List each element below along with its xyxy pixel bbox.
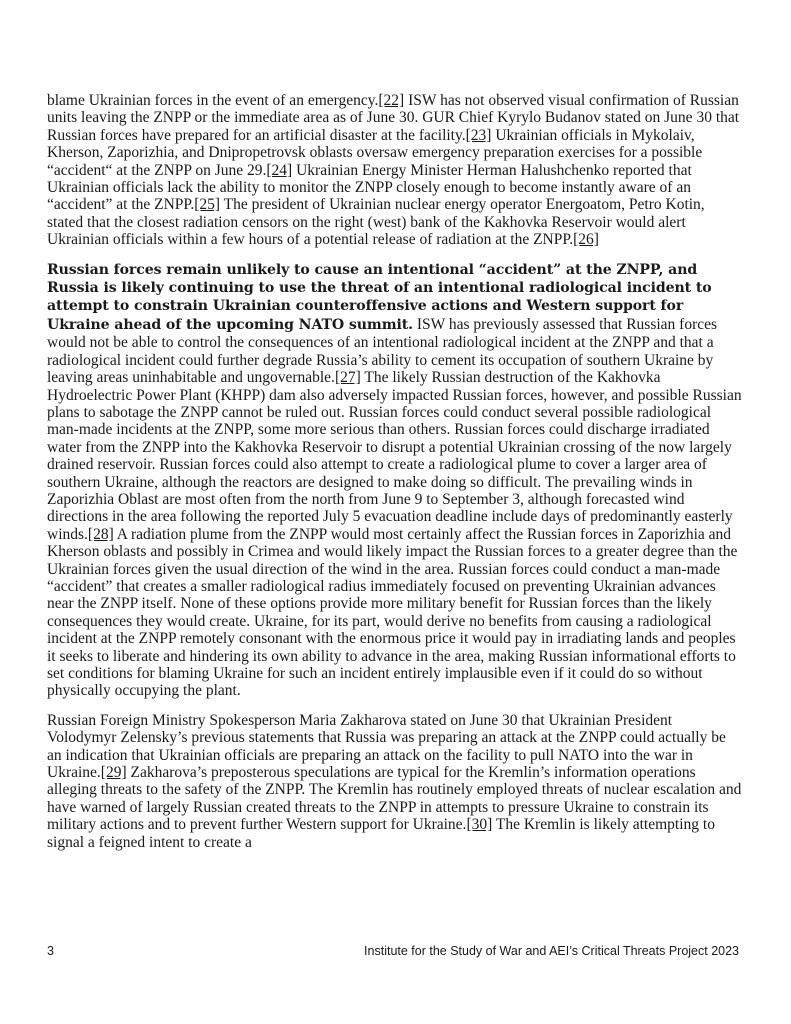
page-footer <box>47 944 739 962</box>
footnote-link[interactable]: [25] <box>194 196 221 214</box>
page-number: 3 <box>47 944 54 958</box>
text-run: ISW has not observed visual confirmation of Russian units leaving the ZNPP or the immediate area as of June 30. GUR Chief Kyrylo Budanov stated on June 30 that Russian forces have prepared for an artificial disaster at the facility. <box>47 92 740 144</box>
footnote-link[interactable]: [29] <box>100 764 127 782</box>
footnote-link[interactable]: [26] <box>573 231 599 249</box>
footer-credit: Institute for the Study of War and AEI’s Critical Threats Project 2023 <box>364 944 739 958</box>
text-run: Zakharova’s preposterous speculations are typical for the Kremlin’s information operations alleging threats to the safety of the ZNPP. The Kremlin has routinely employed threats of nuclear escalation and have warned of largely Russian created threats to the ZNPP in attempts to pressure Ukraine to constrain its military actions and to prevent further Western support for Ukraine. <box>47 764 742 834</box>
text-run: The Kremlin is likely attempting to signal a feigned intent to create a <box>47 816 715 851</box>
text-run: The president of Ukrainian nuclear energy operator Energoatom, Petro Kotin, stated that the closest radiation censors on the right (west) bank of the Kakhovka Reservoir would alert Ukrainian officials within a few hours of a potential release of radiation at the ZNPP. <box>47 196 705 249</box>
text-run: blame Ukrainian forces in the event of an emergency. <box>47 92 379 109</box>
paragraph <box>47 92 744 249</box>
paragraph <box>47 261 744 700</box>
text-run: The likely Russian destruction of the Kakhovka Hydroelectric Power Plant (KHPP) dam also adversely impacted Russian forces, however, and possible Russian plans to sabotage the ZNPP cannot be ruled out. Russian forces could conduct several possible radiological man-made incidents at the ZNPP, some more serious than others. Russian forces could discharge irradiated water from the ZNPP into the Kakhovka Reservoir to disrupt a potential Ukrainian crossing of the now largely drained reservoir. Russian forces could also attempt to create a radiological plume to cover a larger area of southern Ukraine, although the reactors are designed to make doing so difficult. The prevailing winds in Zaporizhia Oblast are most often from the north from June 9 to September 3, although forecasted wind directions in the area following the reported July 5 evacuation deadline include days of predominantly easterly winds. <box>47 369 742 543</box>
footnote-link[interactable]: [30] <box>466 816 493 834</box>
text-run: A radiation plume from the ZNPP would most certainly affect the Russian forces in Zaporizhia and Kherson oblasts and possibly in Crimea and would likely impact the Russian forces to a greater degree than the Ukrainian forces given the usual direction of the wind in the area. Russian forces could conduct a man-made “accident” that creates a smaller radiological radius immediately focused on preventing Ukrainian advances near the ZNPP itself. None of these options provide more military benefit for Russian forces than the likely consequences they would create. Ukraine, for its part, would derive no benefits from causing a radiological incident at the ZNPP remotely consonant with the enormous price it would pay in irradiating lands and peoples it seeks to liberate and hindering its own ability to advance in the area, making Russian informational efforts to set conditions for blaming Ukraine for such an incident entirely implausible even if it could do so without physically occupying the plant. <box>47 525 738 700</box>
text-run: Ukrainian officials in Mykolaiv, Kherson, Zaporizhia, and Dnipropetrovsk oblasts oversaw emergency preparation exercises for a possible “accident“ at the ZNPP on June 29. <box>47 126 703 179</box>
footnote-link[interactable]: [24] <box>266 161 293 179</box>
document-body <box>47 92 744 863</box>
footnote-link[interactable]: [23] <box>465 126 492 144</box>
paragraph <box>47 712 744 851</box>
text-run: ISW has previously assessed that Russian forces would not be able to control the consequences of an intentional radiological incident at the ZNPP and that a radiological incident could further degrade Russia’s ability to cement its occupation of southern Ukraine by leaving areas uninhabitable and ungovernable. <box>47 315 718 387</box>
footnote-link[interactable]: [22] <box>378 92 405 109</box>
lead-sentence: Russian forces remain unlikely to cause an intentional “accident” at the ZNPP, and Russia is likely continuing to use the threat of an intentional radiological incident to attempt to constrain Ukrainian counteroffensive actions and Western support for Ukraine ahead of the upcoming NATO summit. <box>47 261 712 333</box>
text-run: Ukrainian Energy Minister Herman Halushchenko reported that Ukrainian officials lack the ability to monitor the ZNPP closely enough to become instantly aware of an “accident” at the ZNPP. <box>47 161 692 214</box>
footnote-link[interactable]: [28] <box>87 525 114 543</box>
text-run: Russian Foreign Ministry Spokesperson Maria Zakharova stated on June 30 that Ukrainian President Volodymyr Zelensky’s previous statements that Russia was preparing an attack at the ZNPP could actually be an indication that Ukrainian officials are preparing an attack on the facility to pull NATO into the war in Ukraine. <box>47 711 726 782</box>
footnote-link[interactable]: [27] <box>334 369 361 387</box>
